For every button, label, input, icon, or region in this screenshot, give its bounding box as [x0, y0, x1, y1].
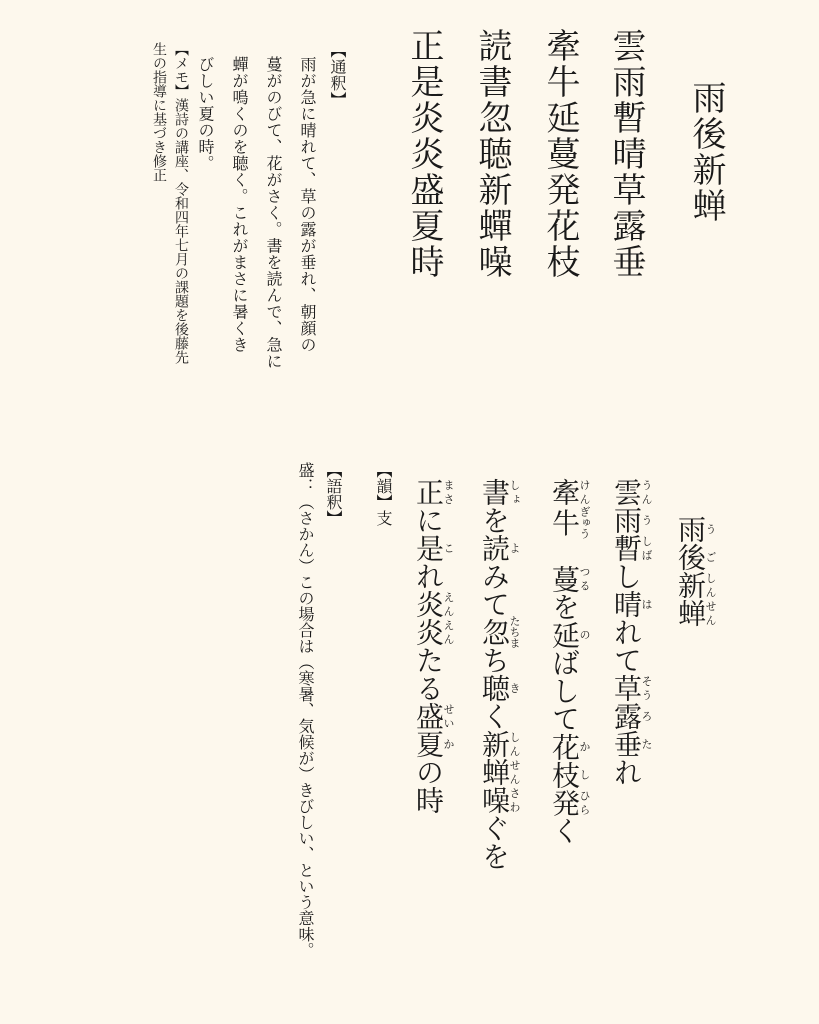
okurigana: れ — [610, 758, 643, 786]
memo-line-1: 【メモ】漢詩の講座、令和四年七月の課題を後藤先 — [173, 42, 189, 364]
furigana: しん — [704, 571, 717, 599]
ruby-segment: 夏か — [412, 730, 455, 758]
tsuyaku-line-2: 蔓がのびて、花がさく。書を読んで、急に — [264, 56, 283, 370]
kundoku-line-4 — [408, 478, 455, 814]
okurigana: れ — [412, 562, 445, 590]
ruby-segment: 後ご — [674, 543, 717, 571]
okurigana: を — [548, 592, 581, 621]
ruby-segment: 書しょ — [478, 478, 521, 506]
ruby-segment: 蝉せん — [674, 599, 717, 627]
ruby-segment: 発ひら — [548, 788, 591, 817]
ruby-segment: 雨う — [674, 515, 717, 543]
furigana: う — [640, 506, 653, 534]
furigana: た — [640, 730, 653, 758]
furigana: しば — [640, 534, 653, 562]
okurigana: く — [478, 702, 511, 730]
tsuyaku-line-4: びしい夏の時。 — [196, 56, 215, 172]
okurigana: 時 — [412, 786, 445, 814]
kanshi-line-4: 正是炎炎盛夏時 — [404, 28, 444, 280]
okurigana: ばして — [548, 648, 581, 733]
ruby-segment: 露ろ — [610, 702, 653, 730]
okurigana: たる — [412, 646, 445, 702]
goshaku-text: 盛：（さかん）この場合は（寒暑、気候が）きびしい、という意味。 — [296, 462, 315, 958]
furigana: ぎゅう — [578, 506, 591, 539]
furigana: し — [578, 760, 591, 789]
kundoku-line-1 — [606, 478, 653, 786]
ruby-segment: 炎えん — [412, 618, 455, 646]
furigana: せん — [704, 599, 717, 627]
furigana: こ — [442, 534, 455, 562]
okurigana: ぐを — [478, 814, 511, 870]
ruby-segment: 花か — [548, 732, 591, 761]
tsuyaku-label: 【通釈】 — [328, 42, 347, 108]
ruby-segment: 蝉せん — [478, 758, 521, 786]
okurigana: れて — [610, 618, 643, 674]
furigana: か — [442, 730, 455, 758]
kanshi-title: 雨後新蝉 — [686, 80, 726, 224]
kanshi-line-1: 雲雨暫晴草露垂 — [606, 28, 646, 280]
furigana: えん — [442, 590, 455, 618]
furigana: まさ — [442, 478, 455, 506]
memo-line-2: 生の指導に基づき修正 — [151, 42, 167, 182]
furigana: ろ — [640, 702, 653, 730]
ruby-segment: 雨う — [610, 506, 653, 534]
kundoku-line-3 — [474, 478, 521, 870]
furigana: は — [640, 590, 653, 618]
furigana: う — [704, 515, 717, 543]
furigana: よ — [508, 534, 521, 562]
ruby-segment: 新しん — [674, 571, 717, 599]
ruby-segment: 草そう — [610, 674, 653, 702]
ruby-segment: 忽たちま — [478, 615, 521, 649]
furigana: けん — [578, 478, 591, 506]
okurigana: ち — [478, 646, 511, 674]
okurigana: に — [412, 506, 445, 534]
ruby-segment: 聴き — [478, 674, 521, 702]
ruby-segment: 読よ — [478, 534, 521, 562]
okurigana — [548, 537, 581, 565]
okurigana: みて — [478, 562, 511, 618]
ruby-segment: 盛せい — [412, 702, 455, 730]
furigana: たちま — [508, 615, 521, 649]
furigana: せん — [508, 758, 521, 786]
ruby-segment: 牽けん — [548, 478, 591, 506]
okurigana: の — [412, 758, 445, 786]
ruby-segment: 延の — [548, 620, 591, 649]
ruby-segment: 是こ — [412, 534, 455, 562]
tsuyaku-line-1: 雨が急に晴れて、草の露が垂れ、朝顔の — [298, 56, 317, 353]
ruby-segment: 牛ぎゅう — [548, 506, 591, 539]
goshaku-label: 【語釈】 — [324, 462, 343, 526]
furigana: ご — [704, 543, 717, 571]
ruby-segment: 枝し — [548, 760, 591, 789]
okurigana: く — [548, 816, 581, 845]
furigana: ひら — [578, 788, 591, 817]
tsuyaku-line-3: 蟬が鳴くのを聴く。これがまさに暑くき — [230, 56, 249, 353]
ruby-segment: 垂た — [610, 730, 653, 758]
furigana: の — [578, 620, 591, 649]
okurigana: を — [478, 506, 511, 534]
furigana: さわ — [508, 786, 521, 814]
inyaku-note: 【韻】支 — [374, 462, 393, 526]
ruby-segment: 噪さわ — [478, 786, 521, 814]
furigana: うん — [640, 478, 653, 506]
ruby-segment: 暫しば — [610, 534, 653, 562]
ruby-segment: 新しん — [478, 730, 521, 758]
ruby-segment: 雲うん — [610, 478, 653, 506]
kundoku-title — [670, 515, 717, 627]
furigana: しょ — [508, 478, 521, 506]
ruby-segment: 正まさ — [412, 478, 455, 506]
kundoku-line-2 — [544, 478, 591, 845]
furigana: つる — [578, 564, 591, 593]
okurigana: し — [610, 562, 643, 590]
furigana: そう — [640, 674, 653, 702]
ruby-segment: 蔓つる — [548, 564, 591, 593]
furigana: せい — [442, 702, 455, 730]
furigana: き — [508, 674, 521, 702]
kanshi-line-2: 牽牛延蔓発花枝 — [540, 28, 580, 280]
furigana: か — [578, 732, 591, 761]
furigana: しん — [508, 730, 521, 758]
kanshi-line-3: 読書忽聴新蟬噪 — [472, 28, 512, 280]
ruby-segment: 炎えん — [412, 590, 455, 618]
ruby-segment: 晴は — [610, 590, 653, 618]
furigana: えん — [442, 618, 455, 646]
